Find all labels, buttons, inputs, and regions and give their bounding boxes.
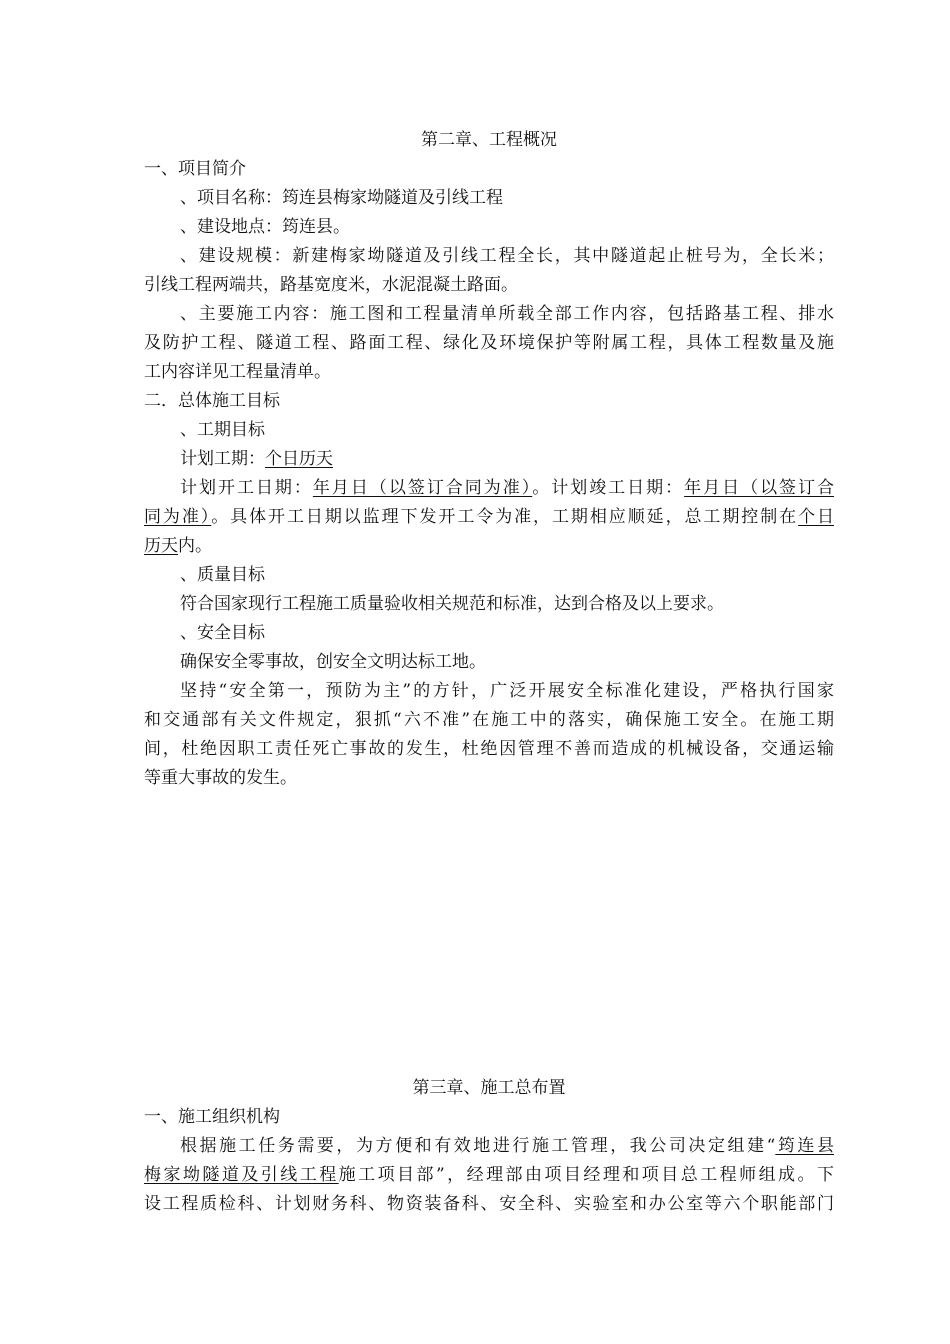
planned-period [144,445,834,474]
org-project-name-part2: 梅家坳隧道及引线工程 [144,1165,339,1185]
policy-line-1: 坚持“安全第一，预防为主”的方针，广泛开展安全标准化建设，严格执行国家 [180,681,834,701]
policy-line-4: 等重大事故的发生。 [144,768,297,788]
start-label: 计划开工日期： [180,478,313,498]
content-line-1: 、主要施工内容：施工图和工程量清单所载全部工作内容，包括路基工程、排水 [180,304,834,324]
chapter-3-title: 第三章、施工总布置 [412,1078,566,1098]
safety-heading: 、安全目标 [180,623,265,643]
chapter-3-section-1-heading: 一、施工组织机构 [144,1107,280,1127]
org-line-1 [144,1132,834,1161]
start-finish-line-1 [144,474,834,503]
planned-period-value: 个日历天 [265,449,333,469]
start-finish-line-3 [144,532,834,561]
finish-date-value-part1: 年月日（以签订合 [684,478,835,498]
org-text-1: 根据施工任务需要，为方便和有效地进行施工管理，我公司决定组建“ [180,1136,776,1156]
project-name: 、项目名称：筠连县梅家坳隧道及引线工程 [180,188,503,208]
scale-line-1: 、建设规模：新建梅家坳隧道及引线工程全长，其中隧道起止桩号为，全长米； [180,246,834,266]
quality-heading: 、质量目标 [180,565,265,585]
project-location: 、建设地点：筠连县。 [180,217,350,237]
scale-line-2: 引线工程两端共，路基宽度米，水泥混凝土路面。 [144,275,518,295]
chapter-2-title: 第二章、工程概况 [421,130,557,150]
finish-date-value-part2: 同为准） [144,507,212,527]
org-project-name-part1: 筠连县 [775,1136,834,1156]
org-line-3: 设工程质检科、计划财务科、物资装备科、安全科、实验室和办公室等六个职能部门 [144,1194,834,1214]
section-2-heading: 二．总体施工目标 [144,391,280,411]
org-line-2 [144,1161,834,1190]
schedule-heading: 、工期目标 [180,420,265,440]
total-period-value-part2: 历天 [144,536,178,556]
policy-line-2: 和交通部有关文件规定，狠抓“六不准”在施工中的落实，确保施工安全。在施工期 [144,710,834,730]
policy-line-3: 间，杜绝因职工责任死亡事故的发生，杜绝因管理不善而造成的机械设备，交通运输 [144,739,834,759]
schedule-note: 。具体开工日期以监理下发开工令为准，工期相应顺延，总工期控制在 [211,507,799,527]
start-finish-line-2 [144,503,834,532]
planned-period-label: 计划工期： [180,449,265,469]
section-1-heading: 一、项目简介 [144,159,246,179]
total-period-value-part1: 个日 [798,507,835,527]
total-period-tail: 内。 [178,536,212,556]
start-date-value: 年月日（以签订合同为准） [312,478,533,498]
safety-text: 确保安全零事故，创安全文明达标工地。 [180,652,486,672]
content-line-3: 工内容详见工程量清单。 [144,362,331,382]
org-text-2: 施工项目部”，经理部由项目经理和项目总工程师组成。下 [338,1165,834,1185]
content-line-2: 及防护工程、隧道工程、路面工程、绿化及环境保护等附属工程，具体工程数量及施 [144,333,834,353]
quality-text: 符合国家现行工程施工质量验收相关规范和标准，达到合格及以上要求。 [180,594,724,614]
finish-label: 。计划竣工日期： [532,478,685,498]
